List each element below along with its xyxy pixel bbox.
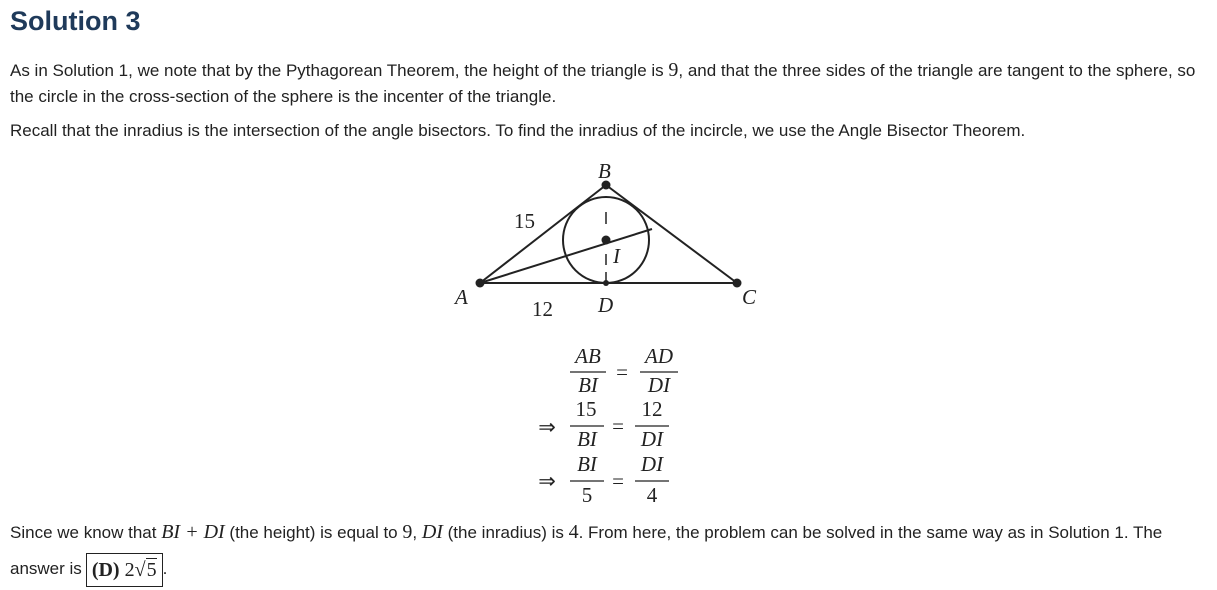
eq1-left-denominator: BI bbox=[578, 373, 598, 397]
eq1-right-denominator: DI bbox=[647, 373, 671, 397]
para3-text-1: Since we know that bbox=[10, 523, 162, 542]
math-nine: 9 bbox=[668, 59, 679, 81]
label-side-ab: 15 bbox=[514, 209, 535, 233]
eq2-implies-arrow: ⇒ bbox=[538, 415, 556, 439]
eq2-equals: = bbox=[612, 414, 624, 438]
math-di: DI bbox=[421, 521, 443, 543]
eq3-equals: = bbox=[612, 469, 624, 493]
answer-radicand: 5 bbox=[146, 558, 157, 581]
label-i: I bbox=[613, 244, 620, 268]
eq3-left-numerator: BI bbox=[577, 452, 597, 476]
para3-text-5: . From here, the problem can be solved in the same way as in Solution 1. The answer is bbox=[10, 523, 1163, 578]
point-i bbox=[602, 236, 611, 245]
answer-choice: (D) bbox=[91, 558, 120, 581]
label-side-ad: 12 bbox=[532, 297, 553, 321]
eq3-right-numerator: DI bbox=[640, 452, 664, 476]
paragraph-conclusion bbox=[10, 514, 1205, 587]
para3-end-period: . bbox=[162, 559, 168, 578]
answer-box bbox=[86, 553, 163, 587]
label-b: B bbox=[598, 159, 611, 183]
point-a bbox=[476, 279, 485, 288]
equation-row-3 bbox=[538, 452, 669, 507]
side-bc bbox=[606, 185, 737, 283]
radical-sign: √ bbox=[134, 558, 146, 581]
math-bi-plus-di: BI + DI bbox=[161, 521, 225, 543]
eq1-right-numerator: AD bbox=[645, 344, 673, 368]
eq2-left-denominator: BI bbox=[577, 427, 597, 451]
eq2-left-numerator: 15 bbox=[575, 397, 597, 421]
solution-heading: Solution 3 bbox=[10, 6, 141, 36]
math-nine-height: 9 bbox=[402, 521, 413, 543]
eq2-right-denominator: DI bbox=[640, 427, 664, 451]
point-d bbox=[603, 280, 609, 286]
equation-row-2 bbox=[538, 397, 669, 451]
para3-text-4: (the inradius) is bbox=[442, 523, 569, 542]
eq3-implies-arrow: ⇒ bbox=[538, 469, 556, 493]
label-d: D bbox=[598, 293, 614, 317]
paragraph-angle-bisector: Recall that the inradius is the intersection of the angle bisectors. To find the inradius of the incircle, we use the Angle Bisector Theorem. bbox=[10, 121, 1026, 140]
label-c: C bbox=[742, 285, 757, 309]
eq2-right-numerator: 12 bbox=[641, 397, 663, 421]
para1-text-a: As in Solution 1, we note that by the Pythagorean Theorem, the height of the triangle is bbox=[10, 61, 669, 80]
equation-row-1 bbox=[570, 344, 678, 397]
side-ab bbox=[480, 185, 606, 283]
para3-text-3: , bbox=[412, 523, 422, 542]
answer-coefficient: 2 bbox=[124, 558, 135, 581]
math-four: 4 bbox=[568, 521, 579, 543]
label-a: A bbox=[455, 285, 468, 309]
point-c bbox=[733, 279, 742, 288]
eq3-left-denominator: 5 bbox=[581, 483, 593, 507]
para3-text-2: (the height) is equal to bbox=[224, 523, 403, 542]
eq1-left-numerator: AB bbox=[575, 344, 601, 368]
eq1-equals: = bbox=[616, 360, 628, 384]
para1-text-b: , and that the three sides of the triangle are tangent to the sphere, so the circle in the cross-section of the sphere is the incenter of the triangle. bbox=[10, 61, 1196, 106]
eq3-right-denominator: 4 bbox=[646, 483, 658, 507]
